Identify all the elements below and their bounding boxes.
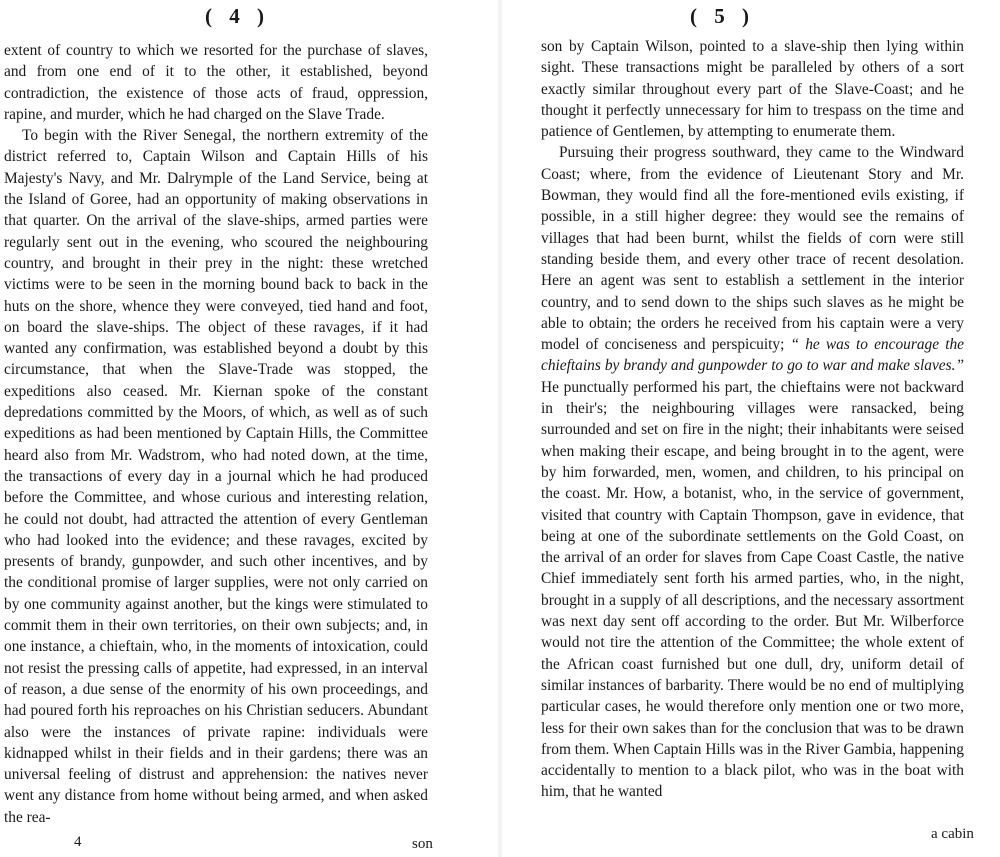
- right-paragraph-2-end: He punctually performed his part, the chieftains were not backward in their's; the neighbouring villages were ransacked, being surrounded and set on fire in the night; their inhabitants were seised when making their escape, and being brought in to the agent, were by him forwarded, men, women, and children, to his principal on the coast. Mr. How, a botanist, who, in the service of government, visited that country with Captain Thompson, gave in evidence, that being at one of the subordinate settlements on the Gold Coast, on the arrival of an order for slaves from Cape Coast Castle, the native Chief immediately sent forth his armed parties, who, in the night, brought in a supply of all descriptions, and the necessary assortment was next day sent off according to the order. But Mr. Wilberforce would not tire the attention of the Committee; the whole extent of the African coast furnished but one dull, dry, uniform detail of similar instances of barbarity. There would be no end of multiplying particular cases, he would therefore only mention one or two more, less for their own sakes than for the conclusion that was to be drawn from them. When Captain Hills was in the River Gambia, happening accidentally to mention to a black pilot, who was in the boat with him, that he wanted: [541, 378, 964, 801]
- signature-mark: 4: [74, 834, 82, 850]
- right-paragraph-2-start: Pursuing their progress southward, they came to the Windward Coast; where, from the evidence of Lieutenant Story and Mr. Bowman, they would find all the fore-mentioned evils existing, if possible, in a still higher degree: they would see the remains of villages that had been burnt, whilst the fields of corn were still standing beside them, and every other trace of recent desolation. Here an agent was sent to establish a settlement in the interior country, and to send down to the ships such slaves as he might be able to obtain; the orders he received from his captain were a very model of conciseness and perspicuity;: [541, 144, 964, 354]
- right-paragraph-2: [541, 142, 964, 802]
- catchword-right: a cabin: [931, 826, 974, 842]
- right-page: [500, 0, 1000, 857]
- italic-quotation: “ he was to encourage the chieftains by brandy and gunpowder to go to war and make slaves.”: [541, 336, 964, 375]
- right-page-text: [541, 36, 964, 803]
- page-number-right: ( 5 ): [690, 4, 755, 28]
- catchword-left: son: [412, 836, 433, 852]
- left-page-text: [4, 40, 428, 828]
- left-paragraph-2: To begin with the River Senegal, the northern extremity of the district referred to, Captain Wilson and Captain Hills of his Majesty's Navy, and Mr. Dalrymple of the Land Service, being at the Island of Goree, had an opportunity of making observations in that quarter. On the arrival of the slave-ships, armed parties were regularly sent out in the evening, who scoured the neighbouring country, and brought in their prey in the night: these wretched victims were to be seen in the morning bound back to back in the huts on the shore, whence they were conveyed, tied hand and foot, on board the slave-ships. The object of these ravages, if it had wanted any confirmation, was established beyond a doubt by this circumstance, that when the Slave-Trade was stopped, the expeditions also ceased. Mr. Kiernan spoke of the constant depredations committed by the Moors, of which, as well as of such expeditions as had been mentioned by Captain Hills, the Committee heard also from Mr. Wadstrom, who had noted down, at the time, the transactions of every day in a journal which he had produced before the Committee, and whose curious and interesting relation, he could not doubt, had attracted the attention of every Gentleman who had looked into the evidence; and these ravages, excited by presents of brandy, gunpowder, and such other incentives, and by the conditional promise of larger supplies, were not only carried on by one community against another, but the kings were stimulated to commit them in their own territories, on their own subjects; and, in one instance, a chieftain, who, in the moments of intoxication, could not resist the pressing calls of appetite, had expressed, in an interval of reason, a due sense of the enormity of his own proceedings, and had poured forth his reproaches on his Christian seducers. Abundant also were the instances of private rapine: individuals were kidnapped whilst in their fields and in their gardens; there was an universal feeling of distrust and apprehension: the natives never went any distance from home without being armed, and when asked the rea-: [4, 127, 428, 826]
- page-number-left: ( 4 ): [205, 4, 270, 28]
- right-paragraph-1: son by Captain Wilson, pointed to a slave-ship then lying within sight. These transactions might be paralleled by others of a sort exactly similar throughout every part of the Slave-Coast; and he thought it perfectly unnecessary for him to trespass on the time and patience of Gentlemen, by attempting to enumerate them.: [541, 38, 964, 141]
- left-paragraph-1: extent of country to which we resorted for the purchase of slaves, and from one end of it to the other, it established, beyond contradiction, the existence of those acts of fraud, oppression, rapine, and murder, which he had charged on the Slave Trade.: [4, 42, 428, 123]
